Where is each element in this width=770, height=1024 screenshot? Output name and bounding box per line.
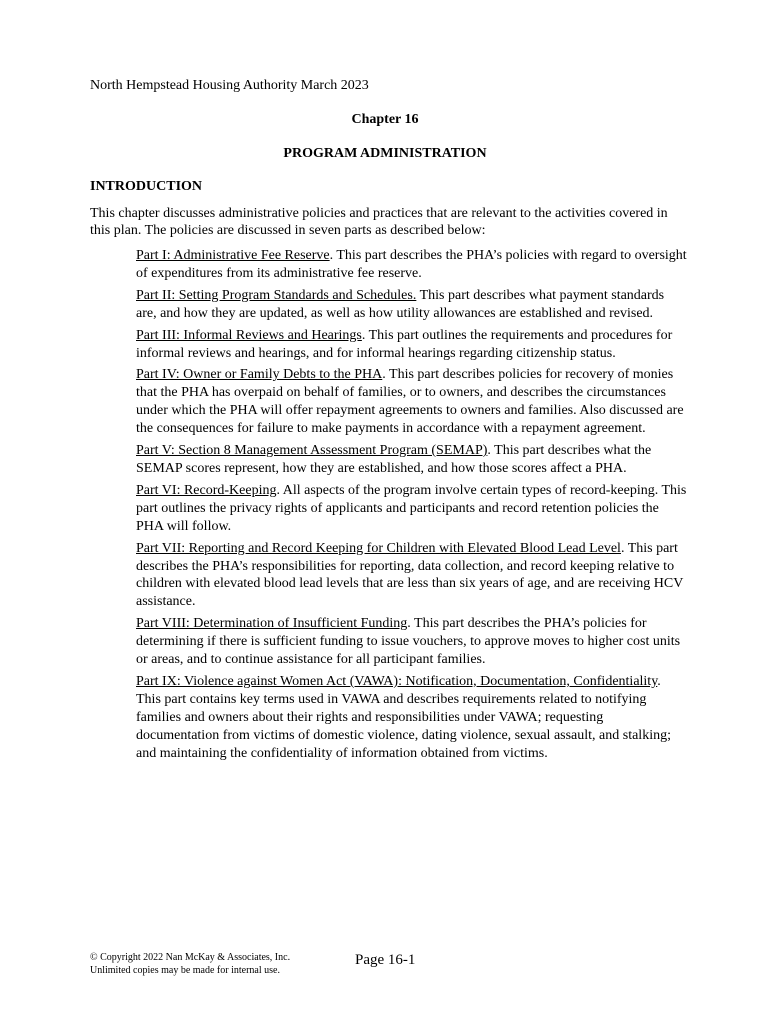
part-description: . This part contains key terms used in VAWA and describes requirements related to notifying families and owners about their rights and responsibilities under VAWA; requesting documentation from victims of domestic violence, dating violence, sexual assault, and stalking; and maintaining the confidentiality of information obtained from victims. — [136, 673, 671, 761]
part-label: Part III: Informal Reviews and Hearings — [136, 327, 362, 343]
part-description: . This part describes policies for recovery of monies that the PHA has overpaid on behalf of families, or to owners, and describes the circumstances under which the PHA will offer repayment agreements to owners and families. Also discussed are the consequences for failure to make payments in accordance with a repayment agreement. — [136, 367, 684, 437]
part-item — [136, 247, 688, 283]
part-label: Part IV: Owner or Family Debts to the PHA — [136, 367, 383, 383]
copyright-line: © Copyright 2022 Nan McKay & Associates, Inc. — [90, 952, 291, 963]
part-item — [136, 442, 688, 478]
part-description: This part describes what payment standards are, and how they are updated, as well as how utility allowances are established and revised. — [136, 287, 665, 321]
part-description: . This part describes the PHA’s policies with regard to oversight of expenditures from its administrative fee reserve. — [136, 248, 687, 281]
part-item — [136, 366, 688, 438]
footer-copyright — [90, 952, 290, 977]
parts-list — [136, 247, 688, 766]
section-heading: INTRODUCTION — [90, 179, 203, 194]
part-description: . This part describes the PHA’s responsibilities for reporting, data collection, and record keeping relative to children with elevated blood lead levels that are less than six years of age, and are receiving HCV assistance. — [136, 540, 684, 610]
part-item — [136, 287, 688, 323]
organization-header: North Hempstead Housing Authority March 2023 — [90, 78, 369, 93]
chapter-number: Chapter 16 — [351, 112, 419, 127]
copies-note: Unlimited copies may be made for internal use. — [90, 964, 280, 976]
part-label: Part VII: Reporting and Record Keeping for Children with Elevated Blood Lead Level — [136, 540, 621, 556]
chapter-title: PROGRAM ADMINISTRATION — [283, 146, 487, 161]
page-number: Page 16-1 — [355, 952, 416, 968]
part-label: Part II: Setting Program Standards and Schedules. — [136, 287, 417, 303]
part-label: Part IX: Violence against Women Act (VAWA): Notification, Documentation, Confidentiality — [136, 673, 658, 689]
part-item — [136, 327, 688, 363]
part-description: . This part outlines the requirements and procedures for informal reviews and hearings, and for informal hearings regarding citizenship status. — [136, 327, 673, 361]
part-description: . This part describes the PHA’s policies for determining if there is sufficient funding to issue vouchers, to approve moves to higher cost units or areas, and to continue assistance for all participant families. — [136, 616, 681, 668]
part-item — [136, 673, 688, 763]
part-description: . All aspects of the program involve certain types of record-keeping. This part outlines the privacy rights of applicants and participants and record retention policies the PHA will follow. — [136, 482, 687, 534]
part-label: Part I: Administrative Fee Reserve — [136, 248, 330, 263]
part-description: . This part describes what the SEMAP scores represent, how they are established, and how those scores affect a PHA. — [136, 443, 652, 476]
part-item — [136, 540, 688, 612]
part-label: Part VIII: Determination of Insufficient Funding — [136, 616, 408, 632]
part-item — [136, 615, 688, 669]
part-item — [136, 482, 688, 536]
part-label: Part VI: Record-Keeping — [136, 482, 277, 498]
part-label: Part V: Section 8 Management Assessment Program (SEMAP) — [136, 443, 488, 459]
intro-paragraph: This chapter discusses administrative policies and practices that are relevant to the activities covered in this plan. The policies are discussed in seven parts as described below: — [90, 206, 668, 238]
